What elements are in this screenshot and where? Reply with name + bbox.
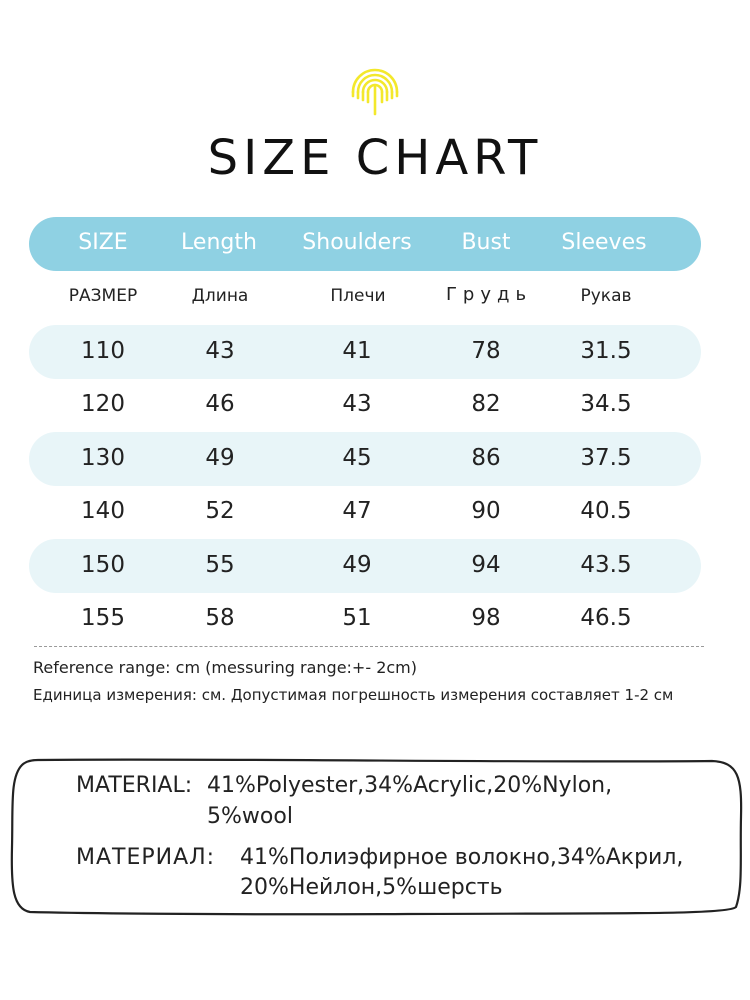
cell-sleeves: 43.5 [580, 552, 632, 578]
header-bust: Bust [461, 230, 511, 255]
cell-length: 46 [205, 391, 235, 417]
cell-size: 120 [81, 391, 125, 417]
reference-note: Reference range: cm (messuring range:+- 2cm) [33, 658, 417, 677]
cell-length: 55 [205, 552, 235, 578]
table-row [29, 539, 701, 593]
cell-shoulders: 43 [342, 391, 372, 417]
cell-shoulders: 49 [342, 552, 372, 578]
material-line-2-russian: 20%Нейлон,5%шерсть [240, 875, 503, 900]
table-header-bar [29, 217, 701, 271]
table-row [29, 432, 701, 486]
header-shoulders: Shoulders [302, 230, 412, 255]
cell-bust: 90 [471, 498, 501, 524]
cell-length: 49 [205, 445, 235, 471]
cell-bust: 78 [471, 338, 501, 364]
material-label-russian: МАТЕРИАЛ: [76, 845, 216, 870]
cell-bust: 98 [471, 605, 501, 631]
cell-size: 140 [81, 498, 125, 524]
cell-size: 150 [81, 552, 125, 578]
material-label: MATERIAL: [76, 773, 193, 798]
cell-size: 130 [81, 445, 125, 471]
table-header-russian [0, 286, 750, 310]
header-ru-shoulders: Плечи [330, 286, 386, 306]
material-line-1: 41%Polyester,34%Acrylic,20%Nylon, [207, 773, 613, 798]
material-line-1-russian: 41%Полиэфирное волокно,34%Акрил, [240, 845, 684, 870]
table-row [29, 378, 701, 432]
table-row [29, 592, 701, 646]
cell-shoulders: 47 [342, 498, 372, 524]
cell-bust: 94 [471, 552, 501, 578]
cell-length: 58 [205, 605, 235, 631]
cell-shoulders: 45 [342, 445, 372, 471]
material-line-2: 5%wool [207, 804, 293, 829]
cell-sleeves: 31.5 [580, 338, 632, 364]
cell-length: 52 [205, 498, 235, 524]
header-ru-bust: Грудь [445, 284, 533, 305]
header-ru-size: РАЗМЕР [68, 286, 138, 306]
table-row [29, 325, 701, 379]
header-ru-sleeves: Рукав [580, 286, 632, 306]
rainbow-tree-icon [347, 62, 403, 116]
reference-note-russian: Единица измерения: см. Допустимая погрешность измерения составляет 1-2 см [33, 686, 674, 704]
cell-size: 155 [81, 605, 125, 631]
cell-size: 110 [81, 338, 125, 364]
table-row [29, 485, 701, 539]
cell-shoulders: 51 [342, 605, 372, 631]
header-length: Length [181, 230, 257, 255]
cell-bust: 82 [471, 391, 501, 417]
page-title: SIZE CHART [207, 130, 543, 186]
cell-sleeves: 34.5 [580, 391, 632, 417]
cell-bust: 86 [471, 445, 501, 471]
cell-length: 43 [205, 338, 235, 364]
dashed-divider [34, 646, 704, 647]
cell-sleeves: 37.5 [580, 445, 632, 471]
header-sleeves: Sleeves [561, 230, 647, 255]
header-ru-length: Длина [191, 286, 249, 306]
header-size: SIZE [78, 230, 128, 255]
cell-shoulders: 41 [342, 338, 372, 364]
cell-sleeves: 40.5 [580, 498, 632, 524]
cell-sleeves: 46.5 [580, 605, 632, 631]
